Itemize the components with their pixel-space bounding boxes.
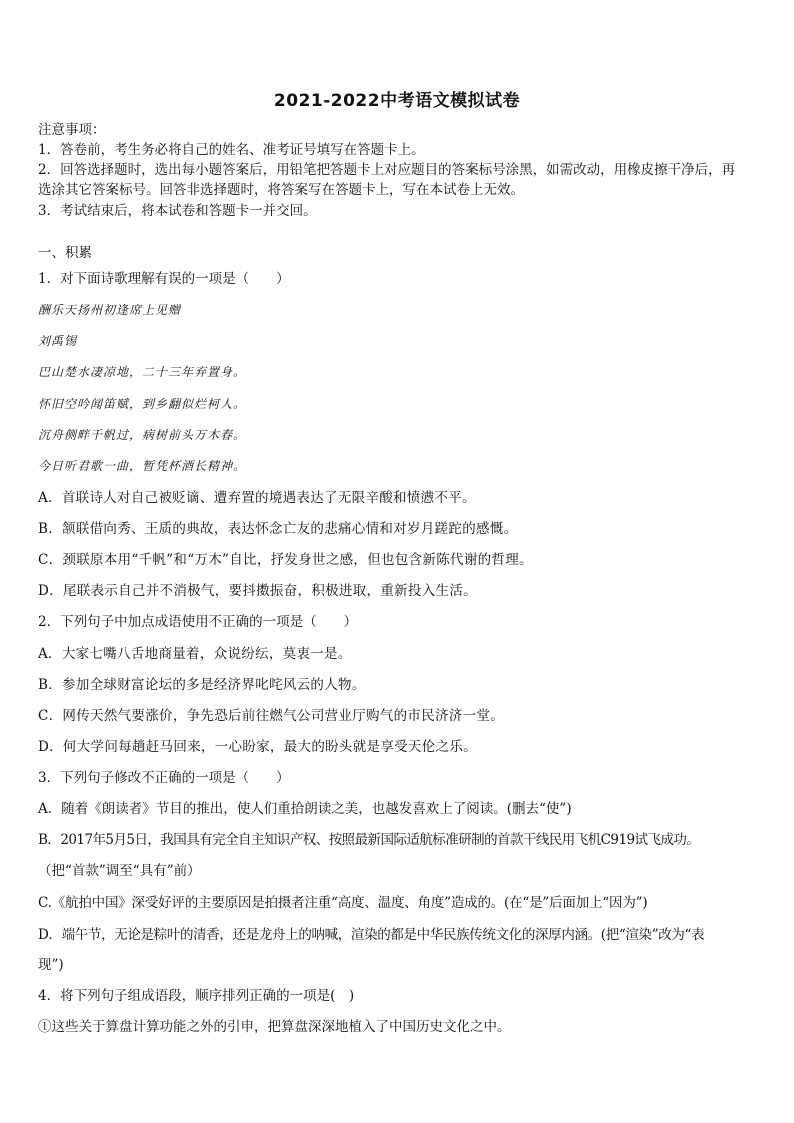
question-2-option-c: C．网传天然气要涨价，争先恐后前往燃气公司营业厅购气的市民济济一堂。 [38, 708, 505, 724]
question-1-option-b: B．颔联借向秀、王质的典故，表达怀念亡友的悲痛心情和对岁月蹉跎的感慨。 [38, 521, 518, 537]
notice-header: 注意事项： [38, 122, 106, 138]
poem-title: 酬乐天扬州初逢席上见赠 [38, 303, 182, 317]
question-2-stem: 2．下列句子中加点成语使用不正确的一项是（ ） [38, 614, 358, 630]
notice-item: 3．考试结束后，将本试卷和答题卡一并交回。 [38, 203, 317, 219]
exam-title: 2021-2022中考语文模拟试卷 [273, 91, 521, 111]
poem-line: 巴山楚水凄凉地，二十三年弃置身。 [38, 365, 247, 379]
question-3-option-a: A．随着《朗读者》节目的推出，使人们重拾朗读之美，也越发喜欢上了阅读。(删去“使”) [38, 801, 572, 817]
poem-line: 沉舟侧畔千帆过，病树前头万木春。 [38, 428, 247, 442]
question-1-option-d: D．尾联表示自己并不消极气，要抖擞振奋，积极进取，重新投入生活。 [38, 583, 477, 599]
question-3-option-b: B．2017年5月5日，我国具有完全自主知识产权、按照最新国际适航标准研制的首款干线民用飞机C919试飞成功。 [38, 832, 700, 848]
question-4-stem: 4．将下列句子组成语段，顺序排列正确的一项是( ) [38, 988, 355, 1004]
question-1-option-c: C．颈联原本用“千帆”和“万木”自比，抒发身世之感，但也包含新陈代谢的哲理。 [38, 552, 533, 568]
poem-author: 刘禹锡 [38, 334, 78, 348]
question-1-option-a: A．首联诗人对自己被贬谪、遭弃置的境遇表达了无限辛酸和愤懑不平。 [38, 490, 476, 506]
question-2-option-d: D．何大学问每趟赶马回来，一心盼家，最大的盼头就是享受天伦之乐。 [38, 739, 477, 755]
question-3-option-c: C.《航拍中国》深受好评的主要原因是拍摄者注重“高度、温度、角度”造成的。(在“是”后面加上“因为”) [38, 895, 648, 911]
question-3-option-d-continued: 现”) [38, 957, 64, 973]
notice-item: 2．回答选择题时，选出每小题答案后，用铅笔把答题卡上对应题目的答案标号涂黑，如需改动，用橡皮擦干净后，再 [38, 162, 736, 178]
section-title: 一、积累 [38, 245, 92, 261]
poem-line: 怀旧空吟闻笛赋，到乡翻似烂柯人。 [38, 397, 247, 411]
question-4-item: ①这些关于算盘计算功能之外的引申，把算盘深深地植入了中国历史文化之中。 [38, 1019, 511, 1035]
notice-item: 选涂其它答案标号。回答非选择题时，将答案写在答题卡上，写在本试卷上无效。 [38, 182, 524, 198]
question-2-option-b: B．参加全球财富论坛的多是经济界叱咤风云的人物。 [38, 677, 366, 693]
question-3-option-b-continued: （把“首款”调至“具有”前） [38, 863, 201, 879]
poem-line: 今日听君歌一曲，暂凭杯酒长精神。 [38, 459, 247, 473]
question-2-option-a: A．大家七嘴八舌地商量着，众说纷纭，莫衷一是。 [38, 646, 352, 662]
question-3-stem: 3．下列句子修改不正确的一项是（ ） [38, 770, 290, 786]
question-1-stem: 1．对下面诗歌理解有误的一项是（ ） [38, 271, 290, 287]
question-3-option-d: D．端午节，无论是粽叶的清香，还是龙舟上的呐喊，渲染的都是中华民族传统文化的深厚内涵。(把“渲染”改为“表 [38, 927, 705, 943]
notice-item: 1．答卷前，考生务必将自己的姓名、准考证号填写在答题卡上。 [38, 142, 425, 158]
